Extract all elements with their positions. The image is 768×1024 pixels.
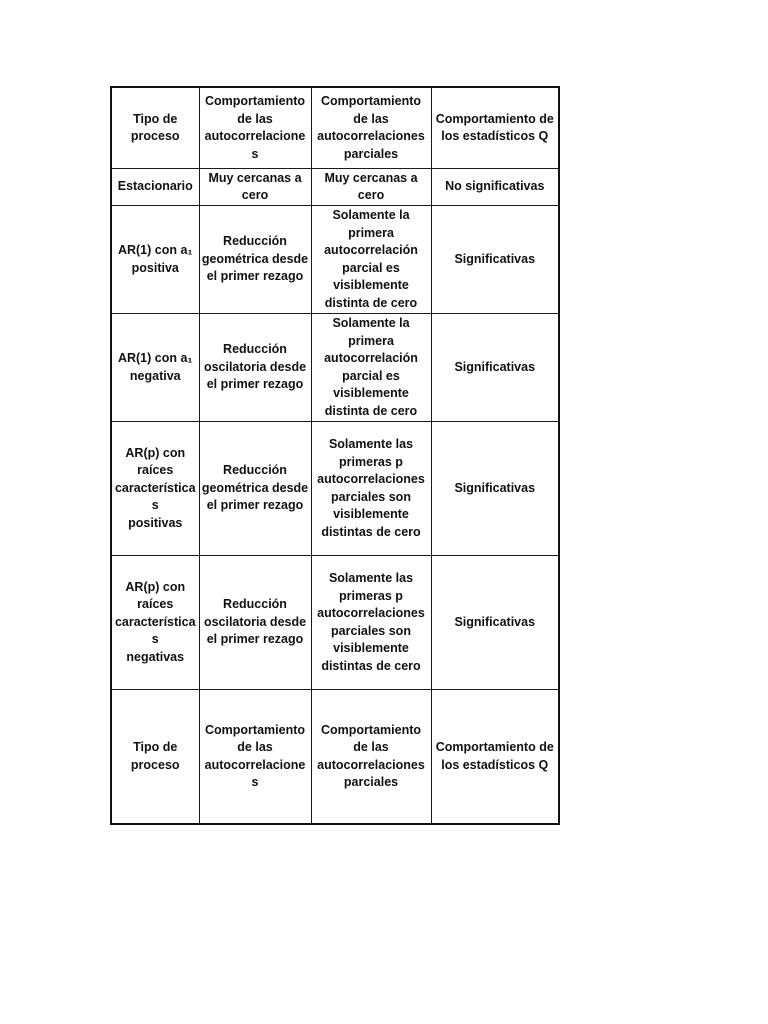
table-cell: Comportamiento de las autocorrelaciones parciales: [311, 87, 431, 169]
table-cell: Significativas: [431, 422, 559, 556]
table-cell: No significativas: [431, 169, 559, 206]
table-cell: Significativas: [431, 556, 559, 690]
table-row: [111, 206, 559, 314]
table-cell: Significativas: [431, 314, 559, 422]
table-cell: Reducción oscilatoria desde el primer rezago: [199, 314, 311, 422]
table-cell: Reducción geométrica desde el primer rezago: [199, 422, 311, 556]
table-cell: Comportamiento de las autocorrelaciones: [199, 87, 311, 169]
table-cell: AR(p) con raíces características negativas: [111, 556, 199, 690]
table-cell: Muy cercanas a cero: [311, 169, 431, 206]
table-row: [111, 556, 559, 690]
table-cell: AR(1) con a₁ negativa: [111, 314, 199, 422]
table-cell: AR(p) con raíces características positivas: [111, 422, 199, 556]
table-cell: Solamente la primera autocorrelación parcial es visiblemente distinta de cero: [311, 206, 431, 314]
table-cell: Tipo de proceso: [111, 690, 199, 825]
table-cell: Significativas: [431, 206, 559, 314]
table-cell: Reducción geométrica desde el primer rezago: [199, 206, 311, 314]
table-cell: Reducción oscilatoria desde el primer rezago: [199, 556, 311, 690]
table-header-row: [111, 87, 559, 169]
table-cell: Comportamiento de las autocorrelaciones: [199, 690, 311, 825]
table-cell: Muy cercanas a cero: [199, 169, 311, 206]
table-cell: Comportamiento de los estadísticos Q: [431, 690, 559, 825]
table-cell: Solamente las primeras p autocorrelaciones parciales son visiblemente distintas de cero: [311, 556, 431, 690]
table-cell: Tipo de proceso: [111, 87, 199, 169]
table-row: [111, 314, 559, 422]
table-cell: Estacionario: [111, 169, 199, 206]
table-cell: AR(1) con a₁ positiva: [111, 206, 199, 314]
table-row: [111, 169, 559, 206]
table-cell: Solamente la primera autocorrelación parcial es visiblemente distinta de cero: [311, 314, 431, 422]
process-behavior-table: [110, 86, 560, 825]
table-row: [111, 422, 559, 556]
table-cell: Comportamiento de los estadísticos Q: [431, 87, 559, 169]
table-cell: Solamente las primeras p autocorrelaciones parciales son visiblemente distintas de cero: [311, 422, 431, 556]
table-row: [111, 690, 559, 825]
table-cell: Comportamiento de las autocorrelaciones parciales: [311, 690, 431, 825]
